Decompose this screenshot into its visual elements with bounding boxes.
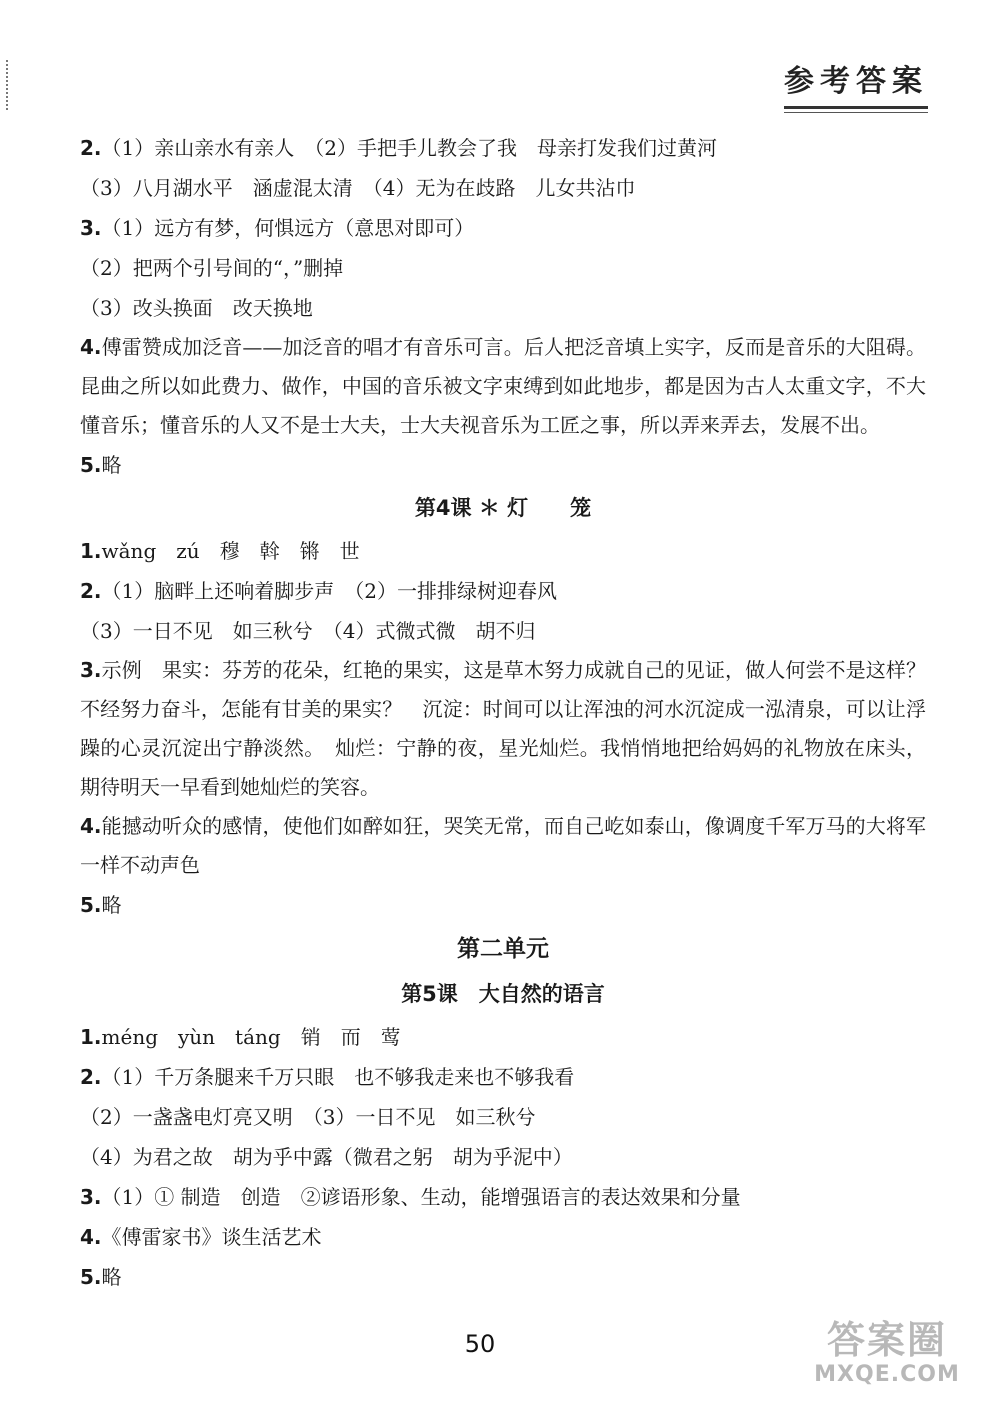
answer-line [80,571,926,611]
item-number: 2. [80,579,102,603]
answer-paragraph [80,328,926,445]
answer-text: 《傅雷家书》谈生活艺术 [101,1225,322,1249]
page-number: 50 [464,1330,496,1358]
answer-line [80,1177,926,1217]
answer-line [80,1257,926,1297]
answer-text: 略 [101,893,122,917]
answer-text: 傅雷赞成加泛音——加泛音的唱才有音乐可言。后人把泛音填上实字，反而是音乐的大阻碍。昆曲之所以如此费力、做作，中国的音乐被文字束缚到如此地步，都是因为古人太重文字，不大懂音乐；懂音乐的人又不是士大夫，士大夫视音乐为工匠之事，所以弄来弄去，发展不出。 [80,335,926,437]
answer-paragraph [80,651,926,807]
lesson-heading: 第5课 大自然的语言 [401,982,605,1006]
answer-text: （3）一日不见 如三秋兮 （4）式微式微 胡不归 [80,619,536,643]
page-header [784,56,928,113]
unit-heading: 第二单元 [457,936,549,962]
answer-line [80,1057,926,1097]
site-watermark [792,1318,982,1398]
answer-line [80,288,926,328]
item-number: 4. [80,814,102,838]
answer-text: （2）一盏盏电灯亮又明 （3）一日不见 如三秋兮 [80,1105,536,1129]
item-number: 5. [80,453,102,477]
answer-text: （1）远方有梦，何惧远方（意思对即可） [101,216,475,240]
item-number: 1. [80,1025,102,1049]
item-number: 5. [80,1265,102,1289]
answer-text: 示例 果实：芬芳的花朵，红艳的果实，这是草木努力成就自己的见证，做人何尝不是这样？不经努力奋斗，怎能有甘美的果实？ 沉淀：时间可以让浑浊的河水沉淀成一泓清泉，可以让浮躁的心灵沉淀出宁静淡然。 灿烂：宁静的夜，星光灿烂。我悄悄地把给妈妈的礼物放在床头，期待明天一早看到她灿烂的笑容。 [80,658,926,799]
answer-paragraph [80,807,926,885]
answer-text: （2）把两个引号间的“，”删掉 [80,256,344,280]
item-number: 1. [80,539,102,563]
header-title: 参考答案 [784,56,928,109]
item-number: 5. [80,893,102,917]
answer-text: （1）① 制造 创造 ②谚语形象、生动，能增强语言的表达效果和分量 [101,1185,741,1209]
answer-line [80,1097,926,1137]
answer-text: 略 [101,1265,122,1289]
answer-line [80,445,926,485]
answer-text: （4）为君之故 胡为乎中露（微君之躬 胡为乎泥中） [80,1145,573,1169]
binding-edge-mark [6,60,8,110]
watermark-domain: MXQE.COM [814,1362,960,1387]
answer-text: 能撼动听众的感情，使他们如醉如狂，哭笑无常，而自己屹如泰山，像调度千军万马的大将军一样不动声色 [80,814,926,877]
item-number: 2. [80,1065,102,1089]
answer-text: （1）脑畔上还响着脚步声 （2）一排排绿树迎春风 [101,579,557,603]
answer-line [80,1137,926,1177]
item-number: 3. [80,216,102,240]
answer-line [80,885,926,925]
answer-content [80,128,926,1297]
answer-line [80,208,926,248]
item-number: 4. [80,1225,102,1249]
lesson-heading: 第4课 ＊ 灯 笼 [414,496,592,520]
item-number: 4. [80,335,102,359]
answer-text: méng yùn táng 销 而 莺 [101,1025,401,1049]
answer-line [80,248,926,288]
answer-line [80,611,926,651]
answer-line [80,1017,926,1057]
answer-text: 略 [101,453,122,477]
item-number: 3. [80,658,102,682]
answer-text: （1）千万条腿来千万只眼 也不够我走来也不够我看 [101,1065,575,1089]
answer-text: （1）亲山亲水有亲人 （2）手把手儿教会了我 母亲打发我们过黄河 [101,136,717,160]
answer-text: wǎng zú 穆 斡 锵 世 [101,539,360,563]
answer-text: （3）改头换面 改天换地 [80,296,313,320]
header-rule [784,112,928,113]
item-number: 3. [80,1185,102,1209]
item-number: 2. [80,136,102,160]
answer-line [80,128,926,168]
answer-line [80,531,926,571]
answer-text: （3）八月湖水平 涵虚混太清 （4）无为在歧路 儿女共沾巾 [80,176,636,200]
watermark-logo-text: 答案圈 [826,1318,947,1362]
answer-line [80,168,926,208]
answer-line [80,1217,926,1257]
